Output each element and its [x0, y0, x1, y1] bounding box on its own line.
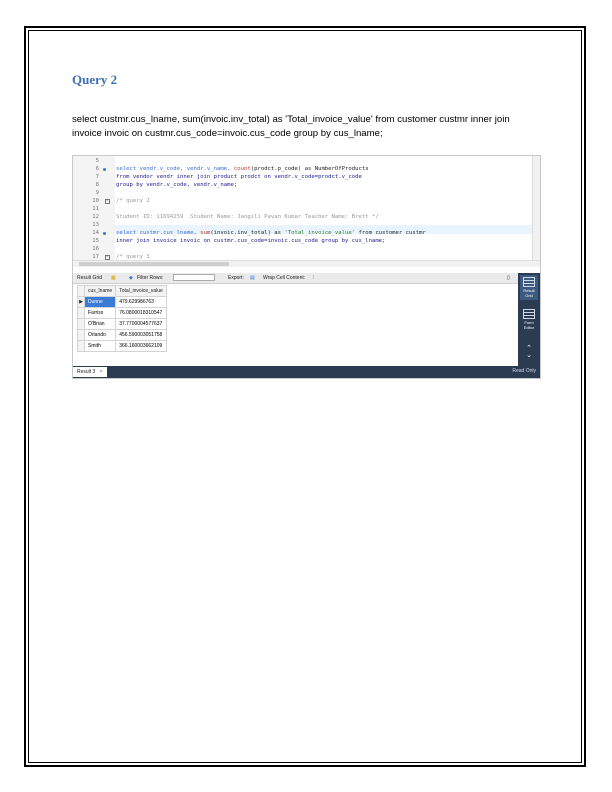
- grid-icon[interactable]: ▦: [111, 275, 116, 281]
- current-row-icon: ▶: [78, 297, 85, 308]
- line-number: 7: [95, 174, 99, 180]
- code-line-12: [116, 214, 379, 220]
- code-line-15: inner join invoice invoic on custmr.cus_code=invoic.cus_code group by cus_lname;: [116, 238, 386, 244]
- table-cell[interactable]: 479.629986763: [116, 297, 167, 308]
- wrap-cell-icon[interactable]: ⫶: [313, 275, 315, 281]
- editor-horizontal-scrollbar[interactable]: [73, 260, 540, 267]
- result-grid-label: Result Grid: [77, 275, 103, 281]
- table-row[interactable]: [78, 308, 167, 319]
- result-grid: [73, 284, 518, 366]
- fold-toggle-icon[interactable]: -: [106, 198, 109, 204]
- scroll-arrows-icon[interactable]: ⌃ ⌄: [526, 345, 532, 359]
- code-token: (invoic.inv_total) as: [210, 230, 285, 236]
- section-heading: Query 2: [72, 72, 118, 87]
- line-number: 10: [92, 198, 99, 204]
- wrap-cell-label: Wrap Cell Content:: [263, 275, 306, 281]
- line-number: 8: [95, 182, 99, 188]
- line-number: 9: [95, 190, 99, 196]
- close-icon[interactable]: ×: [99, 369, 103, 375]
- line-number: 11: [92, 206, 99, 212]
- sql-editor[interactable]: [73, 156, 540, 264]
- code-token: count: [233, 166, 251, 172]
- code-line-7: from vendor vendr inner join product prodct on vendr.v_code=prodct.v_code: [116, 174, 362, 180]
- line-gutter: [73, 156, 115, 260]
- line-number: 6: [95, 166, 99, 172]
- workbench-screenshot: [72, 155, 541, 379]
- filter-rows-input[interactable]: [173, 274, 215, 281]
- code-token: (prodct.p_code) as NumberOfProducts: [250, 166, 369, 172]
- code-comment: Student ID: 11694259 Student Name: Jangili Pavan Kumar Teacher Name: Brett */: [116, 214, 379, 220]
- filter-rows-label: Filter Rows:: [137, 275, 164, 281]
- line-number: 16: [92, 246, 99, 252]
- column-header[interactable]: Total_invoice_value: [116, 286, 167, 297]
- side-button-label: Form Editor: [523, 320, 535, 330]
- line-number: 14: [92, 230, 99, 236]
- line-number: 12: [92, 214, 99, 220]
- table-row[interactable]: [78, 319, 167, 330]
- result-grid-side-button[interactable]: [520, 275, 538, 300]
- side-panel: [518, 273, 540, 366]
- statement-marker-icon: [103, 232, 106, 235]
- grid-icon: [523, 277, 535, 287]
- read-only-label: Read Only: [512, 368, 536, 374]
- table-cell[interactable]: 456.590003051758: [116, 330, 167, 341]
- code-token: 'Total_invoice_value': [284, 230, 356, 236]
- code-line-6: [116, 166, 369, 172]
- code-line-10: [116, 198, 150, 204]
- table-cell[interactable]: Farriss: [85, 308, 116, 319]
- panel-toggle-icon[interactable]: ▯: [507, 275, 510, 281]
- form-icon: [523, 309, 535, 319]
- row-indicator: [78, 319, 85, 330]
- column-header[interactable]: cus_lname: [85, 286, 116, 297]
- statement-marker-icon: [103, 168, 106, 171]
- result-toolbar: [73, 273, 518, 284]
- filter-icon: ◆: [129, 275, 133, 281]
- tab-label: Result 3: [77, 369, 96, 375]
- result-tab-bar: [73, 366, 540, 378]
- row-indicator: [78, 341, 85, 352]
- code-token: from customer custmr: [355, 230, 426, 236]
- table-row[interactable]: [78, 330, 167, 341]
- line-number: 15: [92, 238, 99, 244]
- result-table: [77, 285, 167, 352]
- line-number: 17: [92, 254, 99, 260]
- table-header-row: [78, 286, 167, 297]
- table-cell[interactable]: 366.160003662109: [116, 341, 167, 352]
- table-cell[interactable]: Smith: [85, 341, 116, 352]
- row-indicator: [78, 330, 85, 341]
- export-label: Export:: [228, 275, 244, 281]
- row-indicator: [78, 308, 85, 319]
- result-tab[interactable]: [73, 367, 107, 377]
- code-comment: /* query 2: [116, 198, 150, 204]
- code-token: select custmr.cus_lname,: [116, 230, 201, 236]
- code-comment: /* query 3: [116, 254, 150, 260]
- table-cell[interactable]: 76.0800018310547: [116, 308, 167, 319]
- query-text: select custmr.cus_lname, sum(invoic.inv_total) as 'Total_invoice_value' from customer custmr inner join invoice invoic on custmr.cus_code=invoic.cus_code group by cus_lname;: [72, 114, 510, 139]
- row-indicator: [78, 286, 85, 297]
- line-number: 13: [92, 222, 99, 228]
- table-cell[interactable]: Orlando: [85, 330, 116, 341]
- fold-toggle-icon[interactable]: -: [106, 254, 109, 260]
- code-token: select vendr.v_code, vendr.v_name,: [116, 166, 234, 172]
- line-number: 5: [95, 158, 99, 164]
- form-editor-side-button[interactable]: [520, 307, 538, 332]
- table-row[interactable]: [78, 297, 167, 308]
- scrollbar-thumb[interactable]: [79, 262, 229, 266]
- table-row[interactable]: [78, 341, 167, 352]
- code-token: sum: [200, 230, 211, 236]
- table-cell[interactable]: O'Brian: [85, 319, 116, 330]
- editor-vertical-scrollbar[interactable]: [532, 156, 540, 260]
- table-cell[interactable]: Dunne: [85, 297, 116, 308]
- code-line-14: [116, 230, 426, 236]
- table-cell[interactable]: 37.7700004577637: [116, 319, 167, 330]
- code-line-8: group by vendr.v_code, vendr.v_name;: [116, 182, 238, 188]
- side-button-label: Result Grid: [523, 288, 535, 298]
- export-icon[interactable]: ▤: [250, 275, 255, 281]
